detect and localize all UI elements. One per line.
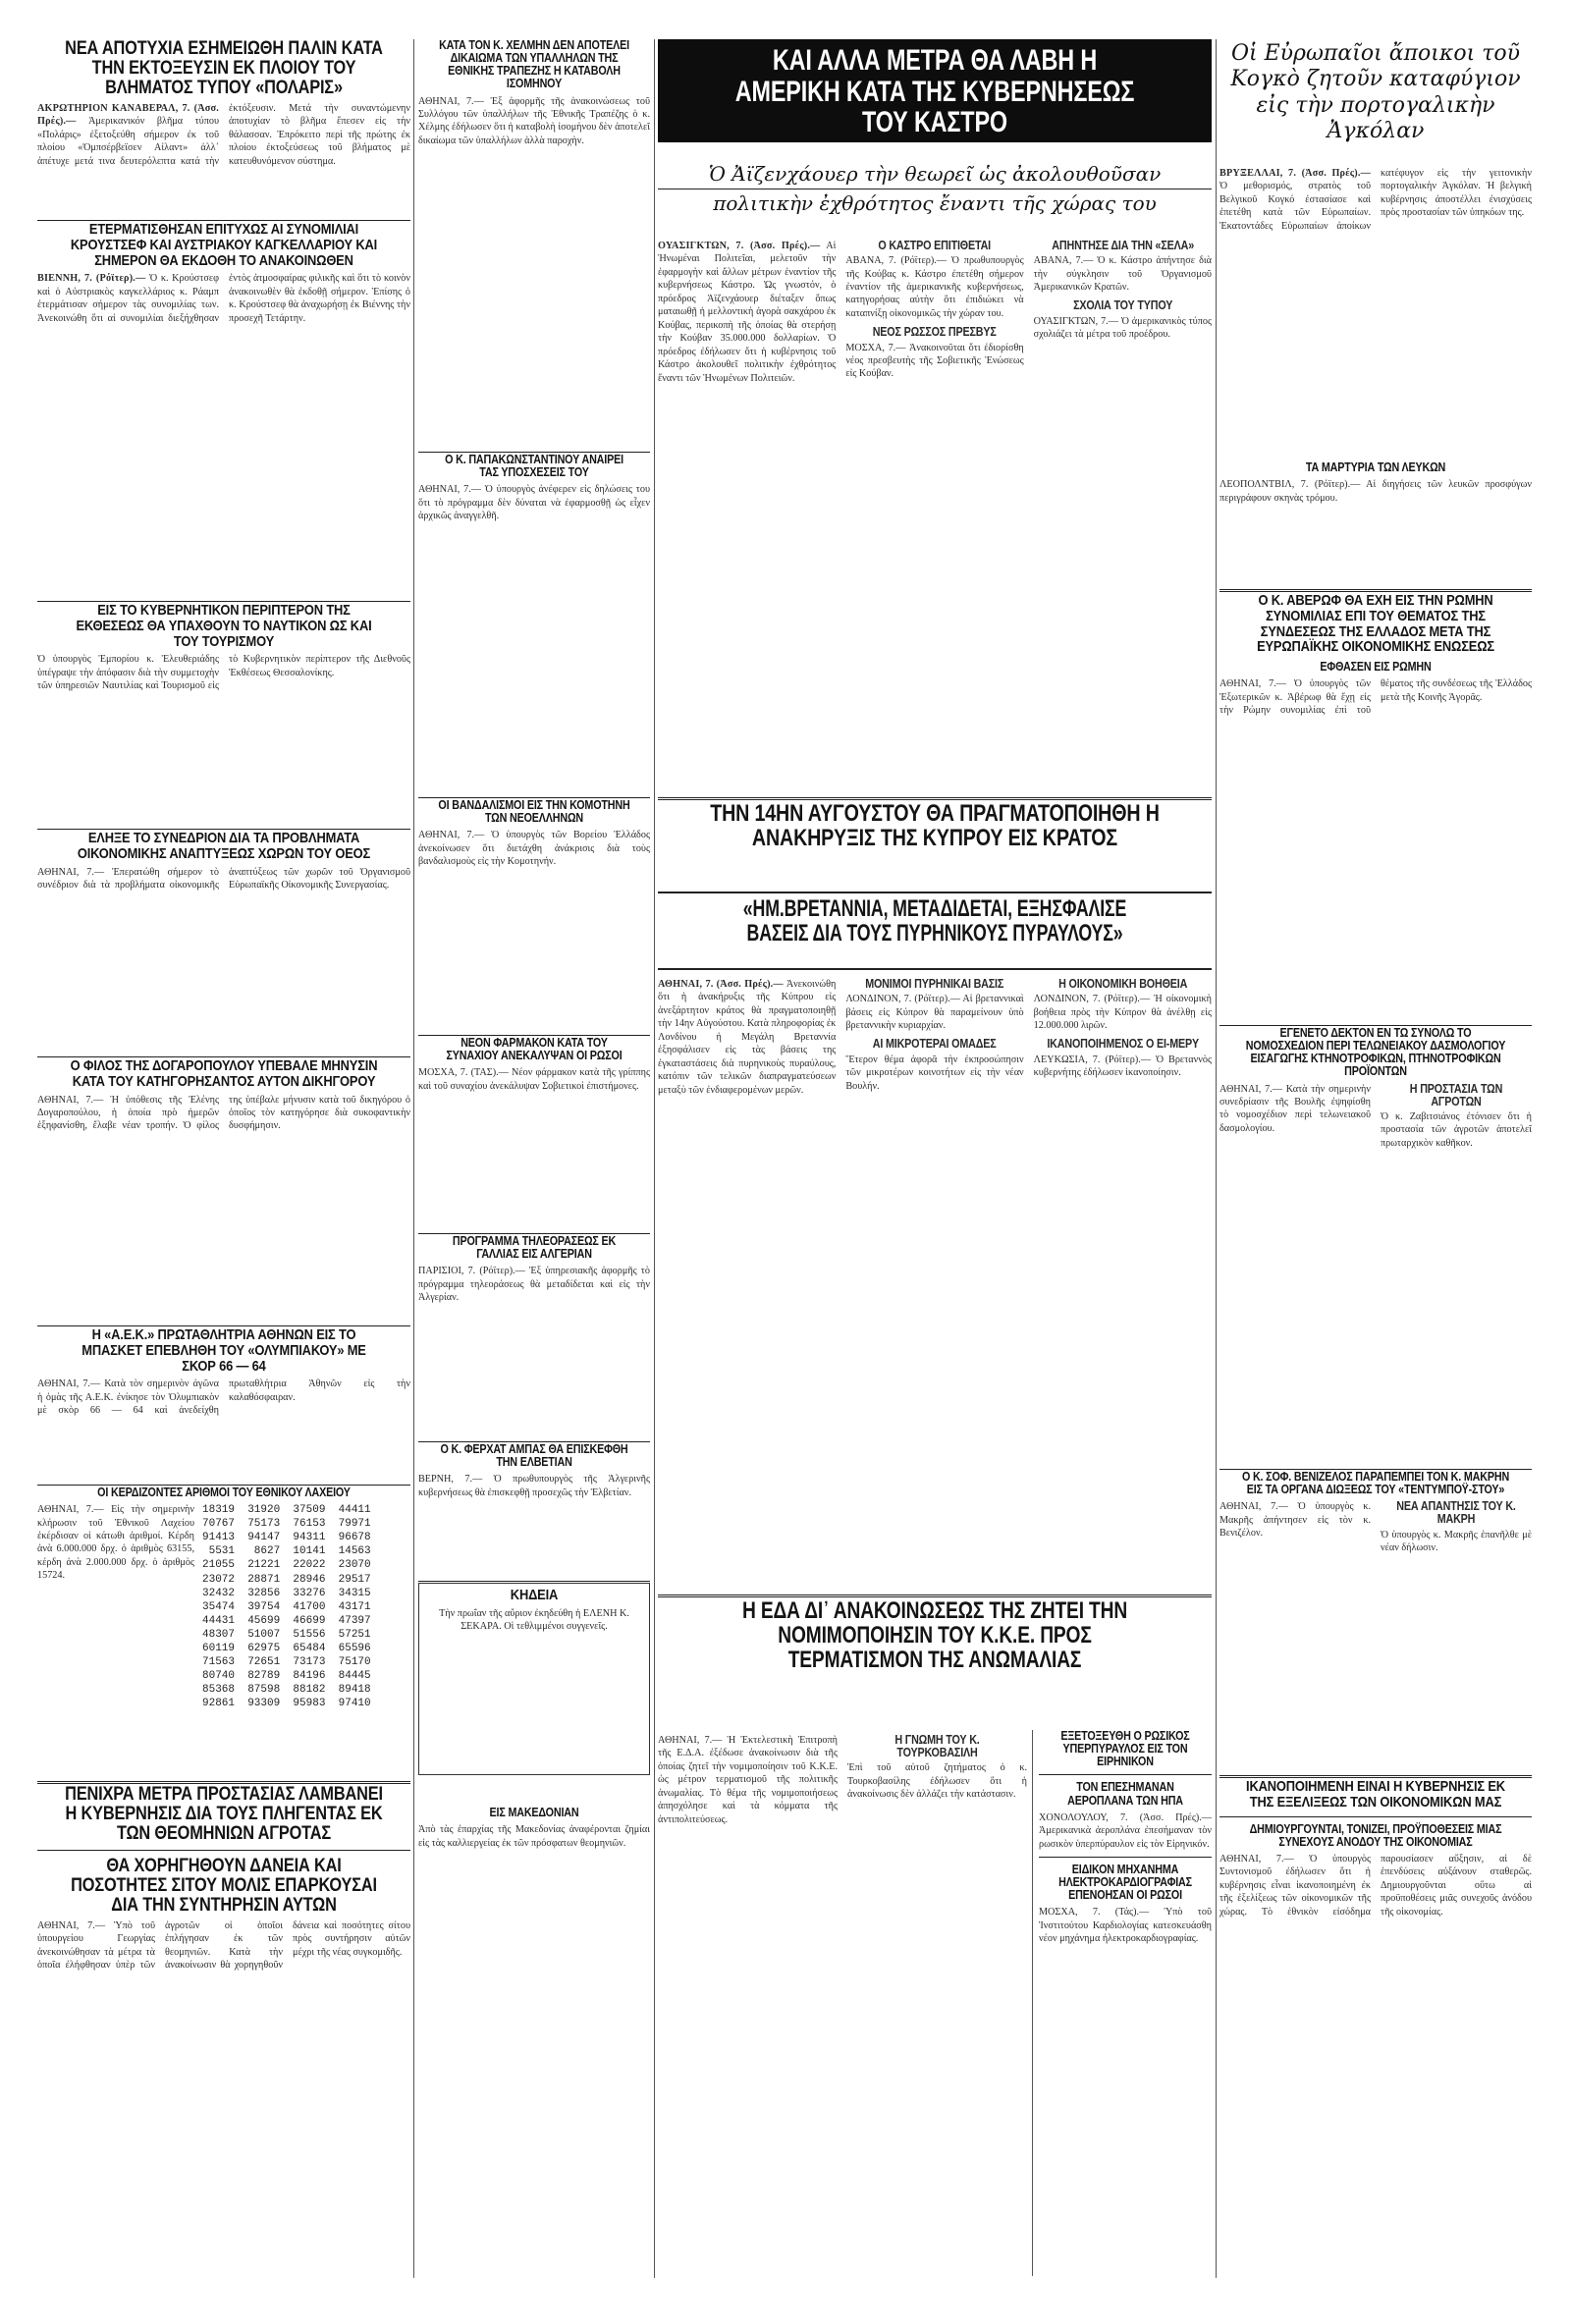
subheading: Η ΟΙΚΟΝΟΜΙΚΗ ΒΟΗΘΕΙΑ	[1057, 977, 1187, 991]
article-congo	[1219, 163, 1532, 458]
lottery-numbers: 18319 31920 37509 44411 70767 75173 76153 79971 91413 94147 94311 96678 5531 8627 10141 14563 21055 21221 22022 23070 23072 28871 28946 29517 32432 32856 33276 34315 35474 39754 41700 43171 44431 45699 46699 47397 48307 51007 51556 57251 60119 62975 65484 65596 71563 72651 73173 75170 80740 82789 84196 84445 85368 87598 88182 89418 92861 93309 95983 97410	[202, 1504, 371, 1710]
headline: ΝΕΟΝ ΦΑΡΜΑΚΟΝ ΚΑΤΑ ΤΟΥ ΣΥΝΑΧΙΟΥ ΑΝΕΚΑΛΥΨΑΝ ΟΙ ΡΩΣΟΙ	[446, 1037, 623, 1063]
dateline: ΑΚΡΩΤΗΡΙΟΝ ΚΑΝΑΒΕΡΑΛ, 7. (Ἀσσ. Πρές).—	[37, 102, 219, 128]
article-cyprus	[658, 974, 1212, 1583]
subheading: ΕΦΘΑΣΕΝ ΕΙΣ ΡΩΜΗΝ	[1320, 660, 1432, 674]
column-rule	[413, 39, 414, 2278]
divider	[1219, 1816, 1532, 1817]
article-body	[658, 978, 1212, 1097]
headline: ΕΓΕΝΕΤΟ ΔΕΚΤΟΝ ΕΝ ΤΩ ΣΥΝΟΛΩ ΤΟ ΝΟΜΟΣΧΕΔΙΟΝ ΠΕΡΙ ΤΕΛΩΝΕΙΑΚΟΥ ΔΑΣΜΟΛΟΓΙΟΥ ΕΙΣΑΓΩΓΗΣ ΚΤΗΝΟΤΡΟΦΙΚΩΝ, ΠΤΗΝΟΤΡΟΦΙΚΩΝ ΠΡΟΪΟΝΤΩΝ	[1245, 1027, 1506, 1079]
divider	[418, 797, 650, 798]
headline: ΟΙ ΚΕΡΔΙΖΟΝΤΕΣ ΑΡΙΘΜΟΙ ΤΟΥ ΕΘΝΙΚΟΥ ΛΑΧΕΙΟΥ	[97, 1486, 351, 1499]
headline: ΟΙ ΒΑΝΔΑΛΙΣΜΟΙ ΕΙΣ ΤΗΝ ΚΟΜΟΤΗΝΗ ΤΩΝ ΝΕΟΕΛΛΗΝΩΝ	[438, 799, 630, 826]
subheadline: Ὁ Ἀϊζενχάουερ τὴν θεωρεῖ ὡς ἀκολουθοῦσαν	[708, 162, 1162, 186]
article-text: Ἀνεκοινώθη ὅτι ἡ ἀνακήρυξις τῆς Κύπρου εἰς ἀνεξάρτητον κράτος θὰ πραγματοποιηθῇ τὴν 14ην Αὐγούστου. Κατὰ πληροφορίας ἐκ Λονδίνου ἡ Μεγάλη Βρεταννία ἐξησφάλισεν εἰς τὰς βάσεις της ἐγκαταστάσεις διὰ πυρηνικοὺς πυραύλους, κατόπιν τῶν τελικῶν διαπραγματεύσεων μεταξὺ τῶν ἐνδιαφερομένων μερῶν.	[658, 979, 837, 1096]
article-text: ΧΟΝΟΛΟΥΛΟΥ, 7. (Ἀσσ. Πρές).— Ἀμερικανικὰ ἀεροπλάνα ἐπεσήμαναν τὸν ρωσικὸν ὑπερπύραυλον εἰς τὸν Εἰρηνικόν.	[1039, 1811, 1212, 1850]
lead-headline-banner	[658, 39, 1212, 142]
article-text: ΛΟΝΔΙΝΟΝ, 7. (Ρόϊτερ).— Ἡ οἰκονομικὴ βοήθεια πρὸς τὴν Κύπρον θὰ ἀνέλθῃ εἰς 12.000.000 λιρῶν.	[1033, 994, 1212, 1032]
subheadline: ΔΗΜΙΟΥΡΓΟΥΝΤΑΙ, ΤΟΝΙΖΕΙ, ΠΡΟΫΠΟΘΕΣΕΙΣ ΜΙΑΣ ΣΥΝΕΧΟΥΣ ΑΝΟΔΟΥ ΤΗΣ ΟΙΚΟΝΟΜΙΑΣ	[1249, 1821, 1502, 1849]
article-eda	[658, 1730, 1027, 2276]
divider	[37, 601, 410, 602]
headline: Ο Κ. ΠΑΠΑΚΩΝΣΤΑΝΤΙΝΟΥ ΑΝΑΙΡΕΙ ΤΑΣ ΥΠΟΣΧΕΣΕΙΣ ΤΟΥ	[445, 454, 623, 480]
article-lottery	[37, 1486, 410, 1771]
dateline: ΒΙΕΝΝΗ, 7. (Ρόϊτερ).—	[37, 273, 146, 285]
divider	[1219, 1775, 1532, 1778]
article-text: ΑΘΗΝΑΙ, 7.— Ὑπὸ τοῦ ὑπουργείου Γεωργίας ἀνεκοινώθησαν τὰ μέτρα τὰ ὁποῖα ἐλήφθησαν ὑπὲρ τῶν ἀγροτῶν οἱ ὁποῖοι ἐπλήγησαν ἐκ τῶν θεομηνιῶν. Κατὰ τὴν ἀνακοίνωσιν θὰ χορηγηθοῦν δάνεια καὶ ποσότητες σίτου πρὸς συντήρησιν αὐτῶν μέχρι τῆς νέας συγκομιδῆς.	[37, 1919, 410, 1971]
article-text: ΑΘΗΝΑΙ, 7.— Ὁ ὑπουργὸς ἀνέφερεν εἰς δηλώσεις του ὅτι τὸ πρόγραμμα δὲν δύναται νὰ ἐφαρμοσθῇ ὡς εἶχεν ἀρχικῶς ἀναγγελθῆ.	[418, 484, 650, 522]
article-basketball	[37, 1327, 410, 1475]
article-farmers	[37, 1785, 410, 2276]
article-abbas	[418, 1443, 650, 1571]
eda-headline: Η ΕΔΑ ΔΙ᾿ ΑΝΑΚΟΙΝΩΣΕΩΣ ΤΗΣ ΖΗΤΕΙ ΤΗΝ ΝΟΜΙΜΟΠΟΙΗΣΙΝ ΤΟΥ Κ.Κ.Ε. ΠΡΟΣ ΤΕΡΜΑΤΙΣΜΟΝ ΤΗΣ ΑΝΩΜΑΛΙΑΣ	[741, 1598, 1128, 1674]
article-text: ΑΘΗΝΑΙ, 7.— Ὁ ὑπουργὸς Συντονισμοῦ ἐδήλωσεν ὅτι ἡ κυβέρνησις εἶναι ἱκανοποιημένη ἐκ τῆς ἐξελίξεως τῶν οἰκονομικῶν τῆς χώρας. Τὸ ἐθνικὸν εἰσόδημα παρουσίασεν αὔξησιν, αἱ δὲ ἐπενδύσεις αὐξάνουν σταθερῶς. Δημιουργοῦνται οὕτω αἱ προϋποθέσεις μιᾶς συνεχοῦς ἀνόδου τῆς οἰκονομίας.	[1219, 1853, 1532, 1918]
subheadline: πολιτικὴν ἐχθρότητος ἔναντι τῆς χώρας του	[713, 191, 1157, 215]
article-text: ΑΘΗΝΑΙ, 7.— Ὁ ὑπουργὸς κ. Μακρῆς ἀπήντησεν εἰς τὸν κ. Βενιζέλον.	[1219, 1501, 1371, 1540]
headline: ΚΑΤΑ ΤΟΝ Κ. ΧΕΛΜΗΝ ΔΕΝ ΑΠΟΤΕΛΕΙ ΔΙΚΑΙΩΜΑ ΤΩΝ ΥΠΑΛΛΗΛΩΝ ΤΗΣ ΕΘΝΙΚΗΣ ΤΡΑΠΕΖΗΣ Η ΚΑΤΑΒΟΛΗ ΙΣΟΜΗΝΟΥ	[439, 39, 629, 91]
subheading: Η ΓΝΩΜΗ ΤΟΥ Κ. ΤΟΥΡΚΟΒΑΣΙΛΗ	[894, 1733, 980, 1760]
divider	[37, 1325, 410, 1326]
congo-headline: Οἱ Εὐρωπαῖοι ἄποικοι τοῦ Κογκὸ ζητοῦν καταφύγιον εἰς τὴν πορτογαλικὴν Ἀγκόλαν	[1230, 41, 1521, 144]
article-economy	[1219, 1779, 1532, 2276]
subheading: ΝΕΑ ΑΠΑΝΤΗΣΙΣ ΤΟΥ Κ. ΜΑΚΡΗ	[1396, 1499, 1516, 1527]
subheading: ΑΠΗΝΤΗΣΕ ΔΙΑ ΤΗΝ «ΣΕΛΑ»	[1051, 239, 1194, 252]
newspaper-page	[37, 39, 1532, 2297]
headline: ΙΚΑΝΟΠΟΙΗΜΕΝΗ ΕΙΝΑΙ Η ΚΥΒΕΡΝΗΣΙΣ ΕΚ ΤΗΣ ΕΞΕΛΙΞΕΩΣ ΤΩΝ ΟΙΚΟΝΟΜΙΚΩΝ ΜΑΣ	[1246, 1779, 1505, 1811]
divider	[1219, 1025, 1532, 1026]
headline: ΠΕΝΙΧΡΑ ΜΕΤΡΑ ΠΡΟΣΤΑΣΙΑΣ ΛΑΜΒΑΝΕΙ Η ΚΥΒΕΡΝΗΣΙΣ ΔΙΑ ΤΟΥΣ ΠΛΗΓΕΝΤΑΣ ΕΚ ΤΩΝ ΘΕΟΜΗΝΙΩΝ ΑΓΡΟΤΑΣ	[65, 1785, 383, 1844]
divider	[418, 1035, 650, 1036]
headline: ΕΙΣ ΤΟ ΚΥΒΕΡΝΗΤΙΚΟΝ ΠΕΡΙΠΤΕΡΟΝ ΤΗΣ ΕΚΘΕΣΕΩΣ ΘΑ ΥΠΑΧΘΟΥΝ ΤΟ ΝΑΥΤΙΚΟΝ ΩΣ ΚΑΙ ΤΟΥ ΤΟΥΡΙΣΜΟΥ	[76, 603, 372, 650]
article-text: ΑΒΑΝΑ, 7. (Ρόϊτερ).— Ὁ πρωθυπουργὸς τῆς Κούβας κ. Κάστρο ἐπετέθη σήμερον ἐναντίον τῆς ἀμερικανικῆς κυβερνήσεως, κατηγορήσας αὐτὴν ὅτι ἐπιδιώκει νὰ καταπνίξῃ οἰκονομικῶς τὴν χώραν του.	[845, 255, 1024, 319]
divider	[418, 1441, 650, 1442]
cyprus-headline-box	[658, 801, 1212, 890]
article-text: Ὁ ὑπουργὸς κ. Μακρῆς ἐπανῆλθε μὲ νέαν δήλωσιν.	[1381, 1529, 1532, 1553]
article-text: Ἀμερικανικόν βλῆμα τύπου «Πολάρις» ἐξετοξεύθη σήμερον ἐκ τοῦ πλοίου «Ὀμπσέρβεϊσεν Αἰλαντ» ἀλλ᾿ ἀπέτυχε μετά τινα δευτερόλεπτα κατά τὴν ἐκτόξευσιν. Μετά τὴν συναντώμενην ἀποτυχίαν τὸ βλῆμα ἔπεσεν εἰς τὴν θάλασσαν. Ἐπρόκειτο περὶ τῆς πρώτης ἐκ πλοίου ἐκτοξεύσεως τοῦ βλήματος μὲ κατευθυνόμενον σύστημα.	[37, 102, 410, 167]
article-pavilion	[37, 603, 410, 819]
article-tv	[418, 1235, 650, 1432]
article-text: ΑΘΗΝΑΙ, 7.— Ἐξ ἀφορμῆς τῆς ἀνακοινώσεως τοῦ Συλλόγου τῶν ὑπαλλήλων τῆς Ἐθνικῆς Τραπέζης ὁ κ. Χέλμης ἐδήλωσεν ὅτι ἡ καταβολὴ ἰσομήνου δὲν ἀποτελεῖ δικαίωμα τῶν ὑπαλλήλων ἀλλὰ παροχὴν.	[418, 95, 650, 146]
divider	[37, 220, 410, 221]
article-text: ΑΘΗΝΑΙ, 7.— Ὁ ὑπουργὸς τῶν Ἐξωτερικῶν κ. Ἀβέρωφ θὰ ἔχῃ εἰς τὴν Ρώμην συνομιλίας ἐπὶ τοῦ θέματος τῆς συνδέσεως τῆς Ἑλλάδος μετὰ τῆς Κοινῆς Ἀγορᾶς.	[1219, 678, 1532, 717]
article-text: Αἱ Ἡνωμέναι Πολιτεῖαι, μελετοῦν τὴν ἐφαρμογὴν καὶ ἄλλων μέτρων ἐναντίον τῆς κυβερνήσεως Κάστρο. Ὡς γνωστόν, ὁ πρόεδρος Ἀϊζενχάουερ διέταξεν ὅπως ματαιωθῇ ἡ μελλοντικὴ ἀγορὰ σακχάρου ἐκ Κούβας, περικοπὴ τῆς ὁποίας θὰ στερήσῃ τὴν Κούβαν 35.000.000 δολλαρίων. Ὁ πρόεδρος ἐδήλωσεν ὅτι ἡ κυβέρνησις τοῦ Κάστρο ἀκολουθεῖ πολιτικὴν ἐχθρότητος ἔναντι τῶν Ἡνωμένων Πολιτειῶν.	[658, 241, 837, 384]
article-castro	[658, 236, 1212, 785]
column-rule	[1216, 39, 1217, 2278]
article-text: ΜΟΣΧΑ, 7.— Ἀνακοινοῦται ὅτι ἐδιορίσθη νέος πρεσβευτὴς τῆς Σοβιετικῆς Ἑνώσεως εἰς Κούβαν.	[845, 342, 1024, 380]
subheading: ΣΧΟΛΙΑ ΤΟΥ ΤΥΠΟΥ	[1072, 298, 1172, 313]
article-text: Ὁ κ. Ζαβιτσιάνος ἐτόνισεν ὅτι ἡ προστασία τῶν ἀγροτῶν ἀποτελεῖ πρωταρχικὸν καθῆκον.	[1381, 1110, 1532, 1149]
congo-headline-box	[1219, 39, 1532, 157]
cyprus-subheadline-box	[658, 892, 1212, 970]
divider	[418, 452, 650, 453]
funeral-notice	[418, 1583, 650, 1775]
article-text: ΑΘΗΝΑΙ, 7.— Ἡ ὑπόθεσις τῆς Ἑλένης Δογαροπούλου, ἡ ὁποία πρὸ ἡμερῶν ἐξηφανίσθη, ἔλαβε νέαν τροπήν. Ὁ φίλος της ὑπέβαλε μήνυσιν κατὰ τοῦ δικηγόρου ὁ ὁποῖος τὸν κατηγόρησε διὰ συκοφαντικὴν δυσφήμησιν.	[37, 1094, 410, 1132]
article-text: ΑΘΗΝΑΙ, 7.— Ἐπερατώθη σήμερον τὸ συνέδριον διὰ τὰ προβλήματα οἰκονομικῆς ἀναπτύξεως τῶν χωρῶν τοῦ Ὀργανισμοῦ Εὐρωπαϊκῆς Οἰκονομικῆς Συνεργασίας.	[37, 866, 410, 891]
lead-headline-box	[658, 39, 1212, 155]
article-text: ΛΕΥΚΩΣΙΑ, 7. (Ρόϊτερ).— Ὁ Βρεταννὸς κυβερνήτης ἐδήλωσεν ἱκανοποίησιν.	[1033, 1054, 1212, 1079]
headline: ΕΤΕΡΜΑΤΙΣΘΗΣΑΝ ΕΠΙΤΥΧΩΣ ΑΙ ΣΥΝΟΜΙΛΙΑΙ ΚΡΟΥΣΤΣΕΦ ΚΑΙ ΑΥΣΤΡΙΑΚΟΥ ΚΑΓΚΕΛΛΑΡΙΟΥ ΚΑΙ ΣΗΜΕΡΟΝ ΘΑ ΕΚΔΟΘΗ ΤΟ ΑΝΑΚΟΙΝΩΘΕΝ	[70, 222, 378, 269]
eda-headline-box	[658, 1598, 1212, 1726]
divider	[37, 1485, 410, 1486]
headline: Ο Κ. ΣΟΦ. ΒΕΝΙΖΕΛΟΣ ΠΑΡΑΠΕΜΠΕΙ ΤΟΝ Κ. ΜΑΚΡΗΝ ΕΙΣ ΤΑ ΟΡΓΑΝΑ ΔΙΩΞΕΩΣ ΤΟΥ «ΤΕΝΤΥΜΠΟΫ-ΣΤΟΥ»	[1241, 1471, 1510, 1497]
article-medicine	[418, 1037, 650, 1223]
article-helmis	[418, 39, 650, 442]
article-polaris	[37, 39, 410, 211]
article-text: ΛΕΟΠΟΛΝΤΒΙΛ, 7. (Ρόϊτερ).— Αἱ διηγήσεις τῶν λευκῶν προσφύγων περιγράφουν σκηνὰς τρόμου.	[1219, 479, 1532, 504]
article-oeec	[37, 831, 410, 1047]
divider	[1219, 1469, 1532, 1470]
article-text: ΑΒΑΝΑ, 7.— Ὁ κ. Κάστρο ἀπήντησε διὰ τὴν σύγκλησιν τοῦ Ὀργανισμοῦ Ἀμερικανικῶν Κρατῶν.	[1033, 255, 1212, 294]
headline: ΕΙΔΙΚΟΝ ΜΗΧΑΝΗΜΑ ΗΛΕΚΤΡΟΚΑΡΔΙΟΓΡΑΦΙΑΣ ΕΠΕΝΟΗΣΑΝ ΟΙ ΡΩΣΟΙ	[1058, 1862, 1192, 1903]
divider	[658, 797, 1212, 800]
article-komotini	[418, 799, 650, 1025]
article-text: Ἀπὸ τὰς ἐπαρχίας τῆς Μακεδονίας ἀναφέρονται ζημίαι εἰς τὰς καλλιεργείας ἐκ τῶν πρόσφατων θεομηνιῶν.	[418, 1824, 650, 1849]
article-text: Τὴν πρωΐαν τῆς αὔριον ἐκηδεύθη ἡ ΕΛΕΝΗ Κ. ΣΕΚΑΡΑ. Οἱ τεθλιμμένοι συγγενεῖς.	[439, 1607, 629, 1633]
subheadline: ΘΑ ΧΟΡΗΓΗΘΟΥΝ ΔΑΝΕΙΑ ΚΑΙ ΠΟΣΟΤΗΤΕΣ ΣΙΤΟΥ ΜΟΛΙΣ ΕΠΑΡΚΟΥΣΑΙ ΔΙΑ ΤΗΝ ΣΥΝΤΗΡΗΣΙΝ ΑΥΤΩΝ	[71, 1855, 377, 1916]
headline: ΕΛΗΞΕ ΤΟ ΣΥΝΕΔΡΙΟΝ ΔΙΑ ΤΑ ΠΡΟΒΛΗΜΑΤΑ ΟΙΚΟΝΟΜΙΚΗΣ ΑΝΑΠΤΥΞΕΩΣ ΧΩΡΩΝ ΤΟΥ ΟΕΟΣ	[77, 831, 371, 862]
article-papakonstantinou	[418, 454, 650, 787]
headline: Ο Κ. ΑΒΕΡΩΦ ΘΑ ΕΧΗ ΕΙΣ ΤΗΝ ΡΩΜΗΝ ΣΥΝΟΜΙΛΙΑΣ ΕΠΙ ΤΟΥ ΘΕΜΑΤΟΣ ΤΗΣ ΣΥΝΔΕΣΕΩΣ ΤΗΣ ΕΛΛΑΔΟΣ ΜΕΤΑ ΤΗΣ ΕΥΡΩΠΑΪΚΗΣ ΟΙΚΟΝΟΜΙΚΗΣ ΕΝΩΣΕΩΣ	[1257, 593, 1494, 656]
cyprus-headline: ΤΗΝ 14ΗΝ ΑΥΓΟΥΣΤΟΥ ΘΑ ΠΡΑΓΜΑΤΟΠΟΙΗΘΗ Η ΑΝΑΚΗΡΥΞΙΣ ΤΗΣ ΚΥΠΡΟΥ ΕΙΣ ΚΡΑΤΟΣ	[710, 801, 1160, 852]
subheading: ΝΕΟΣ ΡΩΣΣΟΣ ΠΡΕΣΒΥΣ	[873, 325, 997, 340]
subheading: ΑΙ ΜΙΚΡΟΤΕΡΑΙ ΟΜΑΔΕΣ	[873, 1037, 997, 1052]
article-text: ΑΘΗΝΑΙ, 7.— Ἡ Ἐκτελεστικὴ Ἐπιτροπὴ τῆς Ε.Δ.Α. ἐξέδωσε ἀνακοίνωσιν διὰ τῆς ὁποίας ζητεῖ τὴν νομιμοποίησιν τοῦ Κ.Κ.Ε. ὡς μέτρον τερματισμοῦ τῆς πολιτικῆς ἀνωμαλίας. Τὸ θέμα τῆς νομιμοποιήσεως ἀπησχόλησε καὶ τὰ κόμματα τῆς ἀντιπολιτεύσεως.	[658, 1735, 838, 1825]
headline: Ο Κ. ΦΕΡΧΑΤ ΑΜΠΑΣ ΘΑ ΕΠΙΣΚΕΦΘΗ ΤΗΝ ΕΛΒΕΤΙΑΝ	[440, 1443, 628, 1470]
article-text: ΠΑΡΙΣΙΟΙ, 7. (Ρόϊτερ).— Ἐξ ὑπηρεσιακῆς ἀφορμῆς τὸ πρόγραμμα τηλεοράσεως θὰ μεταδίδεται καὶ εἰς τὴν Ἀλγερίαν.	[418, 1266, 650, 1304]
article-dogaropoulou	[37, 1058, 410, 1316]
divider	[37, 1850, 410, 1851]
article-tariff	[1219, 1027, 1532, 1459]
headline: Ο ΦΙΛΟΣ ΤΗΣ ΔΟΓΑΡΟΠΟΥΛΟΥ ΥΠΕΒΑΛΕ ΜΗΝΥΣΙΝ ΚΑΤΑ ΤΟΥ ΚΑΤΗΓΟΡΗΣΑΝΤΟΣ ΑΥΤΟΝ ΔΙΚΗΓΟΡΟΥ	[70, 1058, 378, 1090]
article-text: Ἕτερον θέμα ἀφορᾶ τὴν ἐκπροσώπησιν τῶν μικροτέρων κοινοτήτων εἰς τὴν νέαν Βουλήν.	[845, 1054, 1024, 1092]
divider	[37, 1781, 410, 1784]
dateline: ΒΡΥΞΕΛΛΑΙ, 7. (Ἀσσ. Πρές).—	[1219, 168, 1371, 179]
divider	[658, 1594, 1212, 1597]
divider	[418, 1581, 650, 1582]
divider	[37, 1056, 410, 1057]
article-text: Ὁ μεθορισμός, στρατὸς τοῦ Βελγικοῦ Κογκό ἐστασίασε καὶ ἐπετέθη κατὰ τῶν Εὐρωπαίων. Ἑκατοντάδες Εὐρωπαίων ἀποίκων κατέφυγον εἰς τὴν γειτονικὴν πορτογαλικὴν Ἀγκόλαν. Ἡ βελγικὴ κυβέρνησις ἀποστέλλει ἐνισχύσεις πρὸς προστασίαν τῶν ὑπηκόων της.	[1219, 168, 1532, 232]
divider	[1039, 1774, 1212, 1775]
article-text: ΒΕΡΝΗ, 7.— Ὁ πρωθυπουργὸς τῆς Ἀλγερινῆς κυβερνήσεως θὰ ἐπισκεφθῇ προσεχῶς τὴν Ἐλβετίαν.	[418, 1474, 650, 1498]
article-text: ΟΥΑΣΙΓΚΤΩΝ, 7.— Ὁ ἀμερικανικὸς τύπος σχολιάζει τὰ μέτρα τοῦ προέδρου.	[1033, 315, 1212, 341]
article-text: ΑΘΗΝΑΙ, 7.— Ὁ ὑπουργὸς τῶν Βορείου Ἑλλάδος ἀνεκοίνωσεν ὅτι διετάχθη ἀνάκρισις διὰ τοὺς βανδαλισμοὺς εἰς τὴν Κομοτηνήν.	[418, 830, 650, 868]
divider	[418, 1233, 650, 1234]
subheading: ΤΟΝ ΕΠΕΣΗΜΑΝΑΝ ΑΕΡΟΠΛΑΝΑ ΤΩΝ ΗΠΑ	[1067, 1780, 1183, 1808]
subheading: Ο ΚΑΣΤΡΟ ΕΠΙΤΙΘΕΤΑΙ	[878, 239, 992, 252]
headline: ΝΕΑ ΑΠΟΤΥΧΙΑ ΕΣΗΜΕΙΩΘΗ ΠΑΛΙΝ ΚΑΤΑ ΤΗΝ ΕΚΤΟΞΕΥΣΙΝ ΕΚ ΠΛΟΙΟΥ ΤΟΥ ΒΛΗΜΑΤΟΣ ΤΥΠΟΥ «ΠΟΛΑΡΙΣ»	[65, 39, 383, 98]
article-text: ΛΟΝΔΙΝΟΝ, 7. (Ρόϊτερ).— Αἱ βρεταννικαὶ βάσεις εἰς Κύπρον θὰ παραμείνουν ὑπὸ βρεταννικὴν κυριαρχίαν.	[845, 994, 1024, 1032]
column-rule	[654, 39, 655, 2278]
article-body	[1219, 1500, 1532, 1554]
article-text: ΑΘΗΝΑΙ, 7.— Κατὰ τὴν σημερινὴν συνεδρίασιν τῆς Βουλῆς ἐψηφίσθη τὸ νομοσχέδιον περὶ τελωνειακοῦ δασμολογίου.	[1219, 1083, 1371, 1134]
article-body	[37, 272, 410, 325]
headline: ΕΙΣ ΜΑΚΕΔΟΝΙΑΝ	[489, 1807, 579, 1819]
subheading: ΤΑ ΜΑΡΤΥΡΙΑ ΤΩΝ ΛΕΥΚΩΝ	[1305, 461, 1446, 474]
headline: ΠΡΟΓΡΑΜΜΑ ΤΗΛΕΟΡΑΣΕΩΣ ΕΚ ΓΑΛΛΙΑΣ ΕΙΣ ΑΛΓΕΡΙΑΝ	[452, 1235, 617, 1262]
lead-subheads	[658, 161, 1212, 230]
column-rule	[1032, 1730, 1033, 2276]
article-text: ΜΟΣΧΑ, 7. (ΤΑΣ).— Νέον φάρμακον κατὰ τῆς γρίππης καὶ τοῦ συναχίου ἀνεκάλυψαν Σοβιετικοὶ ἐπιστήμονες.	[418, 1067, 650, 1092]
headline: ΕΞΕΤΟΞΕΥΘΗ Ο ΡΩΣΙΚΟΣ ΥΠΕΡΠΥΡΑΥΛΟΣ ΕΙΣ ΤΟΝ ΕΙΡΗΝΙΚΟΝ	[1060, 1730, 1190, 1769]
article-text: Ὁ κ. Κρούστσεφ καὶ ὁ Αὐστριακὸς καγκελλάριος κ. Ράαμπ ἐτερμάτισαν σήμερον τὰς συνομιλίας των. Ἀνεκοινώθη ὅτι αἱ συνομιλίαι διεξήχθησαν ἐντὸς ἀτμοσφαίρας φιλικῆς καὶ ὅτι τὸ κοινὸν ἀνακοινωθὲν θὰ ἐκδοθῇ σήμερον. Ἐπίσης ὁ κ. Κρούστσεφ θὰ ἀναχωρήσῃ ἐκ Βιέννης τὴν προσεχῆ Τετάρτην.	[37, 273, 410, 324]
article-text: ΜΟΣΧΑ, 7. (Τάς).— Ὑπὸ τοῦ Ἰνστιτούτου Καρδιολογίας κατεσκευάσθη νέον μηχάνημα ἠλεκτροκαρδιογραφίας.	[1039, 1907, 1212, 1945]
dateline: ΟΥΑΣΙΓΚΤΩΝ, 7. (Ἀσσ. Πρές).—	[658, 241, 821, 251]
article-venizelos	[1219, 1471, 1532, 1765]
article-averoff	[1219, 593, 1532, 1015]
article-text: Ὁ ὑπουργὸς Ἐμπορίου κ. Ἐλευθεριάδης ὑπέγραψε τὴν ἀπόφασιν διὰ τὴν συμμετοχὴν τῶν ὑπηρεσιῶν Ναυτιλίας καὶ Τουρισμοῦ εἰς τὸ Κυβερνητικὸν περίπτερον τῆς Διεθνοῦς Ἐκθέσεως Θεσσαλονίκης.	[37, 654, 410, 692]
article-text: ΑΘΗΝΑΙ, 7.— Κατὰ τὸν σημερινὸν ἀγῶνα ἡ ὁμὰς τῆς Α.Ε.Κ. ἐνίκησε τὸν Ὀλυμπιακὸν μὲ σκὸρ 66 — 64 καὶ ἀνεδείχθη πρωταθλήτρια Ἀθηνῶν εἰς τὴν καλαθόσφαιραν.	[37, 1378, 410, 1417]
subheading: ΜΟΝΙΜΟΙ ΠΥΡΗΝΙΚΑΙ ΒΑΣΙΣ	[865, 977, 1004, 991]
lead-headline: ΚΑΙ ΑΛΛΑ ΜΕΤΡΑ ΘΑ ΛΑΒΗ Η ΑΜΕΡΙΚΗ ΚΑΤΑ ΤΗΣ ΚΥΒΕΡΝΗΣΕΩΣ ΤΟΥ ΚΑΣΤΡΟ	[734, 44, 1135, 138]
article-body	[1219, 167, 1532, 233]
dateline: ΑΘΗΝΑΙ, 7. (Ἀσσ. Πρές).—	[658, 979, 784, 990]
article-body	[37, 102, 410, 168]
headline: ΚΗΔΕΙΑ	[510, 1587, 559, 1603]
cyprus-subheadline: «ΗΜ.ΒΡΕΤΑΝΝΙΑ, ΜΕΤΑΔΙΔΕΤΑΙ, ΕΞΗΣΦΑΛΙΣΕ ΒΑΣΕΙΣ ΔΙΑ ΤΟΥΣ ΠΥΡΗΝΙΚΟΥΣ ΠΥΡΑΥΛΟΥΣ»	[742, 895, 1127, 947]
headline: Η «Α.Ε.Κ.» ΠΡΩΤΑΘΛΗΤΡΙΑ ΑΘΗΝΩΝ ΕΙΣ ΤΟ ΜΠΑΣΚΕΤ ΕΠΕΒΛΗΘΗ ΤΟΥ «ΟΛΥΜΠΙΑΚΟΥ» ΜΕ ΣΚΟΡ 66 — 64	[81, 1327, 366, 1375]
article-text: ΑΘΗΝΑΙ, 7.— Εἰς τὴν σημερινὴν κλήρωσιν τοῦ Ἐθνικοῦ Λαχείου ἐκέρδισαν οἱ κάτωθι ἀριθμοί. Κέρδη ἀνὰ 6.000.000 δρχ. ὁ ἀριθμὸς 63155, κέρδη ἀνὰ 2.000.000 δρχ. ὁ ἀριθμὸς 15724.	[37, 1504, 194, 1582]
article-sidebar-c3	[1039, 1730, 1212, 2276]
divider	[37, 829, 410, 830]
article-khrushchev	[37, 222, 410, 591]
article-body	[1219, 1083, 1532, 1151]
subheading: Η ΠΡΟΣΤΑΣΙΑ ΤΩΝ ΑΓΡΟΤΩΝ	[1409, 1081, 1503, 1108]
article-body	[658, 1734, 1027, 1826]
article-macedonia	[418, 1807, 650, 2274]
divider	[1039, 1857, 1212, 1858]
divider	[1219, 589, 1532, 592]
article-body	[658, 240, 1212, 385]
article-white-testimonies	[1219, 461, 1532, 579]
article-text: Ἐπὶ τοῦ αὐτοῦ ζητήματος ὁ κ. Τουρκοβασίλης ἐδήλωσεν ὅτι ἡ ἀνακοίνωσις δὲν ἀλλάζει τὴν κατάστασιν.	[847, 1762, 1027, 1801]
subheading: ΙΚΑΝΟΠΟΙΗΜΕΝΟΣ Ο ΕΙ-ΜΕΡΥ	[1047, 1037, 1199, 1052]
